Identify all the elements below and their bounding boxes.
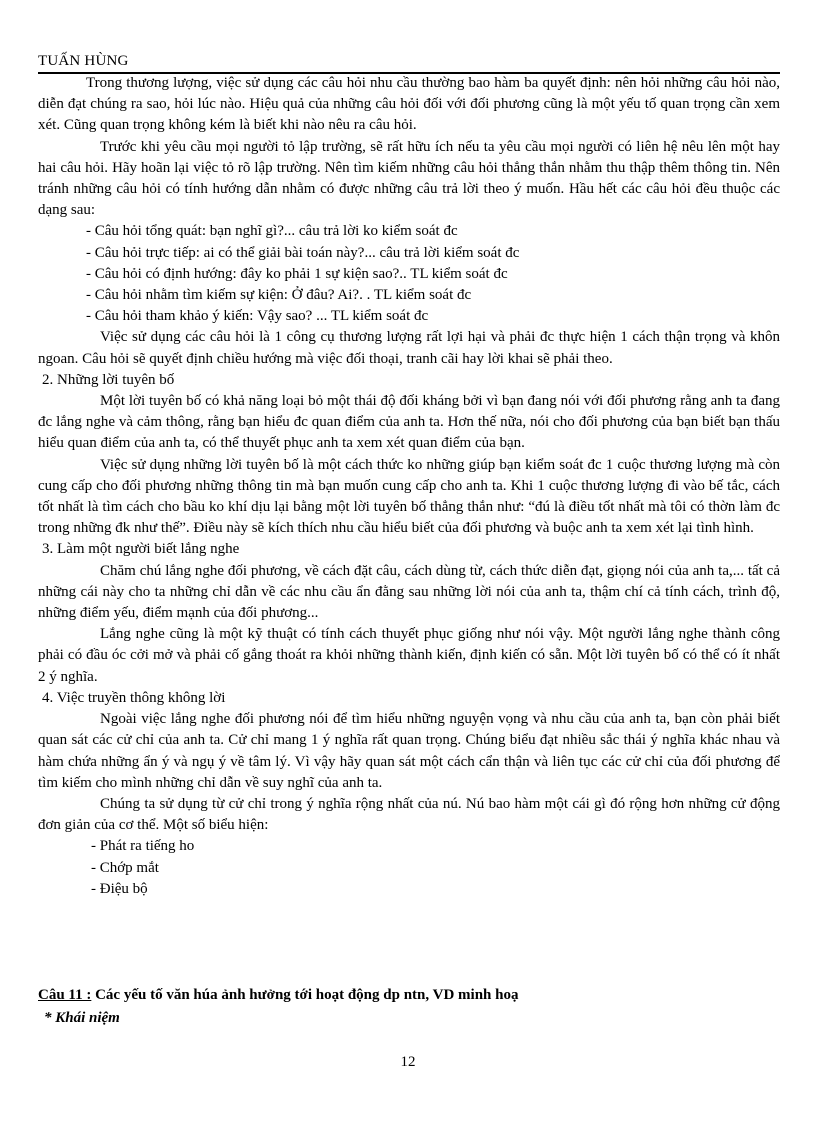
list-item: - Câu hỏi nhằm tìm kiếm sự kiện: Ở đâu? Ai?. . TL kiểm soát đc xyxy=(86,287,472,304)
subheading: * Khái niệm xyxy=(44,1010,120,1026)
question-title: Các yếu tố văn húa ảnh hưởng tới hoạt động dp ntn, VD minh hoạ xyxy=(91,987,519,1003)
list-item: - Câu hỏi tổng quát: bạn nghĩ gì?... câu trả lời ko kiểm soát đc xyxy=(86,223,458,240)
running-header: TUẤN HÙNG xyxy=(38,53,129,69)
paragraph: Việc sử dụng các câu hỏi là 1 công cụ thương lượng rất lợi hại và phải đc thực hiện 1 cách thận trọng và khôn ngoan. Câu hỏi sẽ quyết định chiều hướng mà việc đối thoại, tranh cãi hay lời khai sẽ phải theo. xyxy=(38,329,780,367)
paragraph: Trước khi yêu cầu mọi người tỏ lập trường, sẽ rất hữu ích nếu ta yêu cầu mọi người có liên hệ nêu lên một hay hai câu hỏi. Hãy hoãn lại việc tỏ rõ lập trường. Nên tìm kiếm những câu hỏi thẳng thắn nhằm thu thập thêm thông tin. Nên tránh những câu hỏi có tính hướng dẫn nhằm có được những câu trả lời theo ý muốn. Hầu hết các câu hỏi đều thuộc các dạng sau: xyxy=(38,138,780,219)
paragraph: Một lời tuyên bố có khả năng loại bỏ một thái độ đối kháng bởi vì bạn đang nói với đối phương rằng anh ta đang đc lắng nghe và cảm thông, rằng bạn hiểu đc quan điểm của anh ta. Hơn thế nữa, nói cho đối phương của bạn biết bạn thấu hiểu quan điểm của anh ta, có thể thuyết phục anh ta xem xét quan điểm của bạn. xyxy=(38,393,780,452)
paragraph: Chăm chú lắng nghe đối phương, về cách đặt câu, cách dùng từ, cách thức diễn đạt, giọng nói của anh ta,... tất cả những cái này cho ta những chỉ dẫn về các nhu cầu ẩn đằng sau những lời nói của anh ta, thậm chí cả tính cách, trình độ, những điểm yếu, điểm mạnh của đối phương... xyxy=(38,562,780,622)
paragraph: Lắng nghe cũng là một kỹ thuật có tính cách thuyết phục giống như nói vậy. Một người lắng nghe thành công phải có đầu óc cởi mở và phải cố gắng thoát ra khỏi những thành kiến, định kiến có sẵn. Một lời tuyên bố có thể có ít nhất 2 ý nghĩa. xyxy=(38,626,780,685)
list-item: - Câu hỏi có định hướng: đây ko phải 1 sự kiện sao?.. TL kiểm soát đc xyxy=(86,265,508,282)
paragraph: Trong thương lượng, việc sử dụng các câu hỏi nhu cầu thường bao hàm ba quyết định: nên hỏi những câu hỏi nào, diễn đạt chúng ra sao, hỏi lúc nào. Hiệu quả của những câu hỏi đối với đối phương cũng là một yếu tố quan trọng cần xem xét. Cũng quan trọng không kém là biết khi nào nêu ra câu hỏi. xyxy=(38,75,780,134)
question-heading xyxy=(38,987,518,1004)
list-item: - Điệu bộ xyxy=(91,880,148,897)
paragraph: Việc sử dụng những lời tuyên bố là một cách thức ko những giúp bạn kiểm soát đc 1 cuộc thương lượng mà còn cung cấp cho đối phương những thông tin mà bạn muốn cung cấp cho anh ta. Khi 1 cuộc thương lượng đi vào bế tắc, cách tốt nhất là tìm cách cho bầu ko khí dịu lại bằng một lời tuyên bố thẳng thắn như: “đú là điều tốt nhất mà tôi có thờn làm đc trong những đk như thế”. Điều này sẽ kích thích nhu cầu hiểu biết của đối phương và buộc anh ta xem xét lại tình hình. xyxy=(38,456,780,537)
page-number: 12 xyxy=(400,1054,416,1070)
list-item: - Phát ra tiếng ho xyxy=(91,838,195,855)
paragraph: Chúng ta sử dụng từ cử chỉ trong ý nghĩa rộng nhất của nú. Nú bao hàm một cái gì đó rộng hơn những cử động đơn giản của cơ thể. Một số biểu hiện: xyxy=(38,795,780,834)
section-heading: 3. Làm một người biết lắng nghe xyxy=(42,541,240,558)
question-label: Câu 11 : xyxy=(38,987,92,1003)
paragraph: Ngoài việc lắng nghe đối phương nói để tìm hiểu những nguyện vọng và nhu cầu của anh ta, bạn còn phải biết quan sát các cử chỉ của anh ta. Cử chỉ mang 1 ý nghĩa rất quan trọng. Chúng biểu đạt nhiều sắc thái ý nghĩa khác nhau và hàm chứa những ẩn ý và ngụ ý về tâm lý. Vì vậy hãy quan sát một cách cẩn thận và liên tục các cử chỉ của đối phương để tìm kiếm cho mình những chỉ dẫn về suy nghĩ của anh ta. xyxy=(38,711,780,791)
list-item: - Câu hỏi tham khảo ý kiến: Vậy sao? ... TL kiểm soát đc xyxy=(86,308,429,325)
list-item: - Câu hỏi trực tiếp: ai có thể giải bài toán này?... câu trả lời kiểm soát đc xyxy=(86,244,520,261)
document-body xyxy=(38,73,780,900)
list-item: - Chớp mắt xyxy=(91,859,159,876)
section-heading: 2. Những lời tuyên bố xyxy=(42,371,175,388)
section-heading: 4. Việc truyền thông không lời xyxy=(42,689,226,706)
